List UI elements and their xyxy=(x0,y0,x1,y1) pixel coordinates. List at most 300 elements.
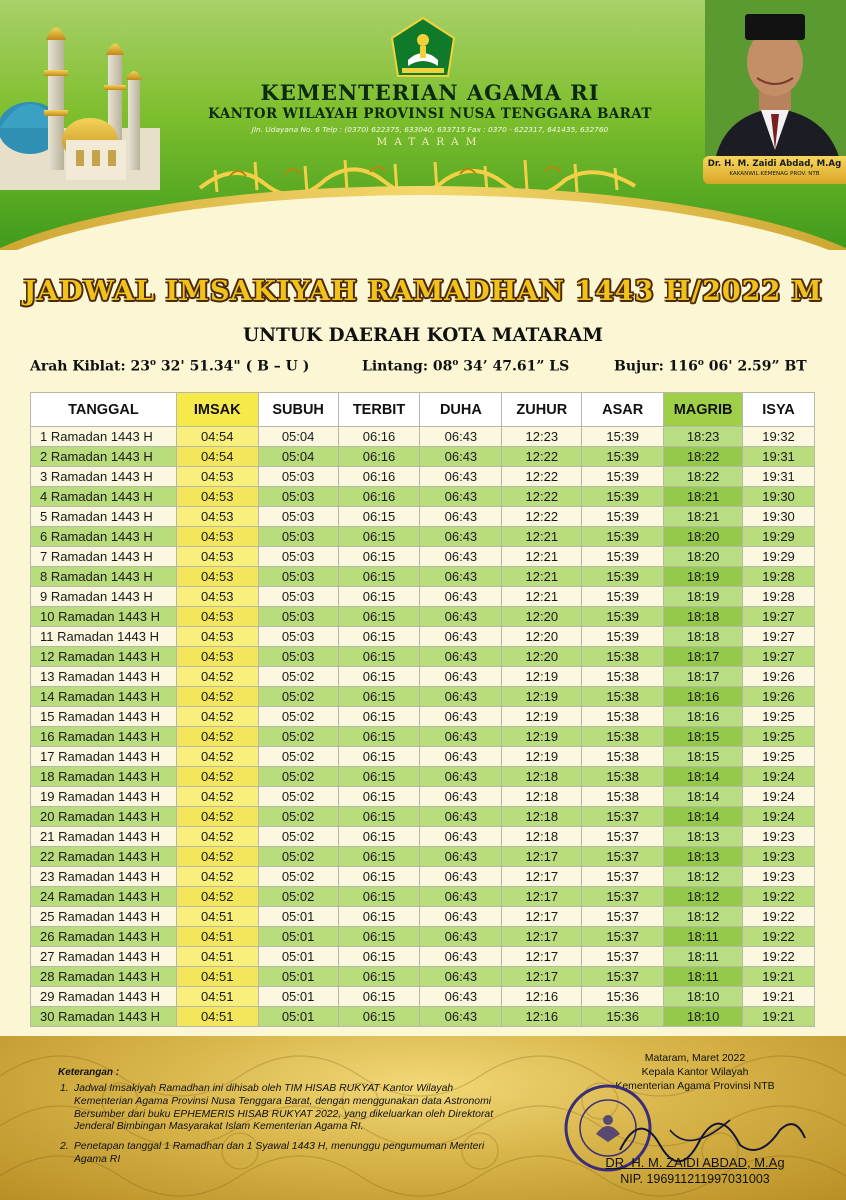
cell-magrib: 18:16 xyxy=(664,707,743,727)
longitude-value: 06' 2.59” BT xyxy=(703,358,807,375)
table-row xyxy=(31,547,815,567)
org-address: Jln. Udayana No. 6 Telp : (0370) 622375, 633040, 633715 Fax : 0370 - 622317, 641435, 632760 xyxy=(251,125,609,134)
cell-duha: 06:43 xyxy=(420,927,502,947)
cell-imsak: 04:53 xyxy=(176,647,258,667)
cell-isya: 19:23 xyxy=(743,867,815,887)
official-name: Dr. H. M. Zaidi Abdad, M.Ag xyxy=(707,159,842,169)
org-title: KEMENTERIAN AGAMA RI xyxy=(260,80,600,105)
cell-imsak: 04:52 xyxy=(176,747,258,767)
cell-isya: 19:28 xyxy=(743,587,815,607)
header-imsak: IMSAK xyxy=(176,393,258,427)
cell-tanggal: 6 Ramadan 1443 H xyxy=(31,527,177,547)
cell-duha: 06:43 xyxy=(420,747,502,767)
cell-zuhur: 12:17 xyxy=(502,967,582,987)
cell-terbit: 06:16 xyxy=(338,427,420,447)
cell-imsak: 04:51 xyxy=(176,987,258,1007)
cell-tanggal: 17 Ramadan 1443 H xyxy=(31,747,177,767)
header-terbit: TERBIT xyxy=(338,393,420,427)
cell-isya: 19:27 xyxy=(743,647,815,667)
mosque-illustration xyxy=(0,10,160,190)
cell-tanggal: 8 Ramadan 1443 H xyxy=(31,567,177,587)
cell-terbit: 06:16 xyxy=(338,467,420,487)
cell-tanggal: 7 Ramadan 1443 H xyxy=(31,547,177,567)
cell-tanggal: 11 Ramadan 1443 H xyxy=(31,627,177,647)
cell-asar: 15:37 xyxy=(582,827,664,847)
degree-sign: o xyxy=(452,358,459,368)
cell-duha: 06:43 xyxy=(420,447,502,467)
cell-duha: 06:43 xyxy=(420,827,502,847)
org-city: MATARAM xyxy=(376,136,484,148)
cell-magrib: 18:18 xyxy=(664,627,743,647)
header-subuh: SUBUH xyxy=(258,393,338,427)
cell-magrib: 18:22 xyxy=(664,447,743,467)
cell-duha: 06:43 xyxy=(420,507,502,527)
cell-isya: 19:26 xyxy=(743,687,815,707)
latitude xyxy=(362,358,569,375)
cell-zuhur: 12:22 xyxy=(502,447,582,467)
cell-terbit: 06:15 xyxy=(338,987,420,1007)
cell-magrib: 18:12 xyxy=(664,867,743,887)
cell-magrib: 18:12 xyxy=(664,907,743,927)
cell-asar: 15:37 xyxy=(582,947,664,967)
cell-zuhur: 12:17 xyxy=(502,927,582,947)
signatory-nip: NIP. 196911211997031003 xyxy=(620,1172,770,1186)
cell-zuhur: 12:19 xyxy=(502,747,582,767)
cell-isya: 19:24 xyxy=(743,787,815,807)
cell-tanggal: 2 Ramadan 1443 H xyxy=(31,447,177,467)
cell-subuh: 05:01 xyxy=(258,947,338,967)
cell-asar: 15:38 xyxy=(582,707,664,727)
cell-subuh: 05:02 xyxy=(258,887,338,907)
cell-duha: 06:43 xyxy=(420,847,502,867)
cell-subuh: 05:03 xyxy=(258,627,338,647)
cell-duha: 06:43 xyxy=(420,647,502,667)
cell-imsak: 04:52 xyxy=(176,767,258,787)
table-row xyxy=(31,987,815,1007)
cell-magrib: 18:14 xyxy=(664,767,743,787)
cell-subuh: 05:01 xyxy=(258,967,338,987)
cell-magrib: 18:21 xyxy=(664,507,743,527)
cell-subuh: 05:02 xyxy=(258,687,338,707)
cell-duha: 06:43 xyxy=(420,947,502,967)
cell-subuh: 05:02 xyxy=(258,847,338,867)
cell-zuhur: 12:16 xyxy=(502,1007,582,1027)
cell-isya: 19:24 xyxy=(743,807,815,827)
cell-asar: 15:37 xyxy=(582,907,664,927)
notes-section xyxy=(60,1067,510,1173)
cell-zuhur: 12:22 xyxy=(502,467,582,487)
official-portrait xyxy=(705,0,846,160)
cell-zuhur: 12:21 xyxy=(502,527,582,547)
cell-terbit: 06:15 xyxy=(338,687,420,707)
cell-tanggal: 14 Ramadan 1443 H xyxy=(31,687,177,707)
cell-isya: 19:25 xyxy=(743,747,815,767)
sign-position-line: Kementerian Agama Provinsi NTB xyxy=(615,1079,775,1092)
cell-magrib: 18:20 xyxy=(664,527,743,547)
org-subtitle: KANTOR WILAYAH PROVINSI NUSA TENGGARA BARAT xyxy=(208,106,652,122)
cell-terbit: 06:15 xyxy=(338,787,420,807)
cell-magrib: 18:11 xyxy=(664,967,743,987)
cell-asar: 15:38 xyxy=(582,687,664,707)
cell-magrib: 18:10 xyxy=(664,987,743,1007)
table-row xyxy=(31,867,815,887)
cell-subuh: 05:01 xyxy=(258,927,338,947)
table-header-row xyxy=(31,393,815,427)
cell-magrib: 18:19 xyxy=(664,587,743,607)
table-row xyxy=(31,667,815,687)
cell-asar: 15:36 xyxy=(582,987,664,1007)
cell-asar: 15:38 xyxy=(582,767,664,787)
cell-terbit: 06:15 xyxy=(338,1007,420,1027)
signatory-name: DR. H. M. ZAIDI ABDAD, M.Ag xyxy=(605,1155,785,1170)
cell-subuh: 05:02 xyxy=(258,707,338,727)
cell-subuh: 05:03 xyxy=(258,467,338,487)
cell-duha: 06:43 xyxy=(420,487,502,507)
cell-zuhur: 12:19 xyxy=(502,707,582,727)
cell-tanggal: 13 Ramadan 1443 H xyxy=(31,667,177,687)
cell-imsak: 04:52 xyxy=(176,787,258,807)
cell-magrib: 18:14 xyxy=(664,807,743,827)
cell-isya: 19:32 xyxy=(743,427,815,447)
cell-terbit: 06:15 xyxy=(338,587,420,607)
cell-imsak: 04:52 xyxy=(176,887,258,907)
header-isya: ISYA xyxy=(743,393,815,427)
cell-subuh: 05:03 xyxy=(258,547,338,567)
cell-tanggal: 4 Ramadan 1443 H xyxy=(31,487,177,507)
cell-magrib: 18:10 xyxy=(664,1007,743,1027)
cell-asar: 15:39 xyxy=(582,627,664,647)
cell-terbit: 06:15 xyxy=(338,927,420,947)
cell-duha: 06:43 xyxy=(420,467,502,487)
cell-tanggal: 12 Ramadan 1443 H xyxy=(31,647,177,667)
cell-imsak: 04:53 xyxy=(176,467,258,487)
cell-subuh: 05:01 xyxy=(258,1007,338,1027)
cell-zuhur: 12:23 xyxy=(502,427,582,447)
cell-tanggal: 27 Ramadan 1443 H xyxy=(31,947,177,967)
cell-magrib: 18:13 xyxy=(664,827,743,847)
cell-isya: 19:25 xyxy=(743,727,815,747)
table-row xyxy=(31,567,815,587)
table-row xyxy=(31,507,815,527)
cell-subuh: 05:03 xyxy=(258,647,338,667)
table-row xyxy=(31,447,815,467)
cell-subuh: 05:01 xyxy=(258,907,338,927)
cell-asar: 15:39 xyxy=(582,487,664,507)
table-row xyxy=(31,967,815,987)
note-text: Penetapan tanggal 1 Ramadhan dan 1 Syawal 1443 H, menunggu pengumuman Menteri Agama RI xyxy=(74,1140,485,1165)
cell-isya: 19:29 xyxy=(743,527,815,547)
longitude-label: Bujur: 116 xyxy=(614,358,698,375)
table-row xyxy=(31,707,815,727)
cell-imsak: 04:51 xyxy=(176,927,258,947)
note-item xyxy=(60,1083,510,1134)
cell-subuh: 05:02 xyxy=(258,787,338,807)
notes-heading: Keterangan : xyxy=(58,1067,120,1078)
cell-duha: 06:43 xyxy=(420,707,502,727)
cell-terbit: 06:15 xyxy=(338,567,420,587)
cell-asar: 15:37 xyxy=(582,867,664,887)
cell-subuh: 05:03 xyxy=(258,607,338,627)
table-row xyxy=(31,887,815,907)
cell-magrib: 18:11 xyxy=(664,927,743,947)
latitude-label: Lintang: 08 xyxy=(362,358,453,375)
cell-terbit: 06:15 xyxy=(338,667,420,687)
cell-tanggal: 5 Ramadan 1443 H xyxy=(31,507,177,527)
cell-tanggal: 3 Ramadan 1443 H xyxy=(31,467,177,487)
cell-asar: 15:39 xyxy=(582,567,664,587)
cell-asar: 15:39 xyxy=(582,427,664,447)
cell-zuhur: 12:19 xyxy=(502,727,582,747)
cell-duha: 06:43 xyxy=(420,787,502,807)
cell-imsak: 04:51 xyxy=(176,947,258,967)
cell-imsak: 04:53 xyxy=(176,607,258,627)
cell-magrib: 18:15 xyxy=(664,747,743,767)
header-cream-arc xyxy=(0,195,846,250)
table-row xyxy=(31,827,815,847)
cell-imsak: 04:52 xyxy=(176,707,258,727)
cell-imsak: 04:52 xyxy=(176,827,258,847)
imsakiyah-table xyxy=(30,392,815,1027)
cell-magrib: 18:18 xyxy=(664,607,743,627)
cell-zuhur: 12:19 xyxy=(502,687,582,707)
table-row xyxy=(31,1007,815,1027)
cell-zuhur: 12:18 xyxy=(502,787,582,807)
cell-duha: 06:43 xyxy=(420,987,502,1007)
cell-magrib: 18:20 xyxy=(664,547,743,567)
cell-subuh: 05:02 xyxy=(258,827,338,847)
cell-terbit: 06:15 xyxy=(338,887,420,907)
degree-sign: o xyxy=(150,358,157,368)
cell-terbit: 06:15 xyxy=(338,727,420,747)
cell-terbit: 06:15 xyxy=(338,807,420,827)
cell-zuhur: 12:16 xyxy=(502,987,582,1007)
cell-asar: 15:39 xyxy=(582,467,664,487)
note-number: 1. xyxy=(60,1083,69,1095)
cell-subuh: 05:04 xyxy=(258,447,338,467)
cell-magrib: 18:23 xyxy=(664,427,743,447)
header-tanggal: TANGGAL xyxy=(31,393,177,427)
cell-tanggal: 20 Ramadan 1443 H xyxy=(31,807,177,827)
cell-imsak: 04:53 xyxy=(176,627,258,647)
cell-magrib: 18:22 xyxy=(664,467,743,487)
cell-tanggal: 24 Ramadan 1443 H xyxy=(31,887,177,907)
cell-magrib: 18:17 xyxy=(664,647,743,667)
cell-zuhur: 12:22 xyxy=(502,487,582,507)
cell-subuh: 05:02 xyxy=(258,747,338,767)
cell-asar: 15:39 xyxy=(582,507,664,527)
cell-asar: 15:39 xyxy=(582,447,664,467)
note-item xyxy=(60,1141,510,1166)
cell-terbit: 06:16 xyxy=(338,487,420,507)
cell-subuh: 05:04 xyxy=(258,427,338,447)
cell-isya: 19:21 xyxy=(743,987,815,1007)
cell-terbit: 06:16 xyxy=(338,447,420,467)
cell-isya: 19:22 xyxy=(743,947,815,967)
cell-duha: 06:43 xyxy=(420,547,502,567)
note-text: Jadwal Imsakiyah Ramadhan ini dihisab oleh TIM HISAB RUKYAT Kantor Wilayah Kementerian Agama Provinsi Nusa Tenggara Barat, dengan menggunakan data Astronomi Bersumber dari buku EPHEMERIS HISAB RUKYAT 2022, yang dikeluarkan oleh Direktorat Jenderal Bimbingan Masyarakat Islam Kementerian Agama RI. xyxy=(74,1083,494,1133)
cell-terbit: 06:15 xyxy=(338,767,420,787)
cell-asar: 15:37 xyxy=(582,807,664,827)
cell-terbit: 06:15 xyxy=(338,827,420,847)
cell-duha: 06:43 xyxy=(420,727,502,747)
header-asar: ASAR xyxy=(582,393,664,427)
cell-tanggal: 30 Ramadan 1443 H xyxy=(31,1007,177,1027)
cell-duha: 06:43 xyxy=(420,567,502,587)
cell-asar: 15:39 xyxy=(582,547,664,567)
page-title: JADWAL IMSAKIYAH RAMADHAN 1443 H/2022 M xyxy=(23,276,823,307)
cell-isya: 19:29 xyxy=(743,547,815,567)
cell-imsak: 04:51 xyxy=(176,1007,258,1027)
cell-asar: 15:39 xyxy=(582,527,664,547)
cell-imsak: 04:54 xyxy=(176,447,258,467)
location-coordinates xyxy=(30,358,820,380)
cell-isya: 19:23 xyxy=(743,827,815,847)
cell-duha: 06:43 xyxy=(420,1007,502,1027)
cell-terbit: 06:15 xyxy=(338,847,420,867)
cell-subuh: 05:02 xyxy=(258,867,338,887)
qibla-direction xyxy=(30,358,309,375)
cell-asar: 15:37 xyxy=(582,967,664,987)
cell-imsak: 04:52 xyxy=(176,727,258,747)
cell-tanggal: 25 Ramadan 1443 H xyxy=(31,907,177,927)
table-row xyxy=(31,607,815,627)
cell-asar: 15:39 xyxy=(582,607,664,627)
cell-asar: 15:38 xyxy=(582,787,664,807)
cell-zuhur: 12:20 xyxy=(502,607,582,627)
cell-duha: 06:43 xyxy=(420,587,502,607)
cell-zuhur: 12:18 xyxy=(502,807,582,827)
header-banner xyxy=(0,0,846,250)
cell-imsak: 04:52 xyxy=(176,807,258,827)
kemenag-logo xyxy=(388,16,458,86)
table-row xyxy=(31,647,815,667)
table-body xyxy=(31,427,815,1027)
header-zuhur: ZUHUR xyxy=(502,393,582,427)
cell-imsak: 04:52 xyxy=(176,847,258,867)
cell-duha: 06:43 xyxy=(420,687,502,707)
table-row xyxy=(31,587,815,607)
qibla-label: Arah Kiblat: 23 xyxy=(30,358,151,375)
cell-tanggal: 28 Ramadan 1443 H xyxy=(31,967,177,987)
cell-subuh: 05:03 xyxy=(258,587,338,607)
cell-subuh: 05:03 xyxy=(258,567,338,587)
cell-asar: 15:38 xyxy=(582,647,664,667)
cell-imsak: 04:53 xyxy=(176,567,258,587)
cell-isya: 19:27 xyxy=(743,627,815,647)
cell-zuhur: 12:21 xyxy=(502,587,582,607)
cell-imsak: 04:52 xyxy=(176,687,258,707)
cell-subuh: 05:01 xyxy=(258,987,338,1007)
cell-isya: 19:30 xyxy=(743,487,815,507)
cell-tanggal: 18 Ramadan 1443 H xyxy=(31,767,177,787)
cell-zuhur: 12:20 xyxy=(502,627,582,647)
official-name-badge xyxy=(703,156,846,184)
cell-duha: 06:43 xyxy=(420,887,502,907)
cell-isya: 19:27 xyxy=(743,607,815,627)
note-number: 2. xyxy=(60,1140,69,1152)
cell-zuhur: 12:17 xyxy=(502,907,582,927)
cell-duha: 06:43 xyxy=(420,627,502,647)
page-subtitle: UNTUK DAERAH KOTA MATARAM xyxy=(243,325,603,346)
cell-imsak: 04:54 xyxy=(176,427,258,447)
cell-imsak: 04:53 xyxy=(176,587,258,607)
cell-zuhur: 12:17 xyxy=(502,847,582,867)
cell-magrib: 18:17 xyxy=(664,667,743,687)
cell-isya: 19:25 xyxy=(743,707,815,727)
cell-asar: 15:36 xyxy=(582,1007,664,1027)
degree-sign: o xyxy=(697,358,704,368)
table-row xyxy=(31,467,815,487)
cell-duha: 06:43 xyxy=(420,667,502,687)
table-row xyxy=(31,847,815,867)
table-row xyxy=(31,527,815,547)
cell-magrib: 18:12 xyxy=(664,887,743,907)
cell-terbit: 06:15 xyxy=(338,707,420,727)
table-row xyxy=(31,907,815,927)
cell-tanggal: 15 Ramadan 1443 H xyxy=(31,707,177,727)
cell-terbit: 06:15 xyxy=(338,907,420,927)
cell-imsak: 04:52 xyxy=(176,867,258,887)
cell-duha: 06:43 xyxy=(420,527,502,547)
cell-asar: 15:37 xyxy=(582,847,664,867)
cell-isya: 19:21 xyxy=(743,1007,815,1027)
cell-magrib: 18:13 xyxy=(664,847,743,867)
cell-tanggal: 10 Ramadan 1443 H xyxy=(31,607,177,627)
table-row xyxy=(31,947,815,967)
table-row xyxy=(31,487,815,507)
qibla-value: 32' 51.34" ( B – U ) xyxy=(156,358,310,375)
cell-tanggal: 21 Ramadan 1443 H xyxy=(31,827,177,847)
table-row xyxy=(31,427,815,447)
cell-tanggal: 23 Ramadan 1443 H xyxy=(31,867,177,887)
cell-magrib: 18:15 xyxy=(664,727,743,747)
cell-zuhur: 12:19 xyxy=(502,667,582,687)
cell-imsak: 04:53 xyxy=(176,507,258,527)
cell-tanggal: 22 Ramadan 1443 H xyxy=(31,847,177,867)
cell-subuh: 05:03 xyxy=(258,507,338,527)
cell-isya: 19:23 xyxy=(743,847,815,867)
cell-imsak: 04:52 xyxy=(176,667,258,687)
cell-terbit: 06:15 xyxy=(338,507,420,527)
cell-zuhur: 12:17 xyxy=(502,867,582,887)
cell-terbit: 06:15 xyxy=(338,607,420,627)
cell-subuh: 05:03 xyxy=(258,527,338,547)
cell-duha: 06:43 xyxy=(420,867,502,887)
cell-tanggal: 1 Ramadan 1443 H xyxy=(31,427,177,447)
table-row xyxy=(31,747,815,767)
cell-tanggal: 16 Ramadan 1443 H xyxy=(31,727,177,747)
cell-duha: 06:43 xyxy=(420,427,502,447)
cell-asar: 15:39 xyxy=(582,587,664,607)
cell-imsak: 04:51 xyxy=(176,967,258,987)
cell-tanggal: 26 Ramadan 1443 H xyxy=(31,927,177,947)
table-row xyxy=(31,807,815,827)
cell-subuh: 05:02 xyxy=(258,667,338,687)
organization-block xyxy=(160,80,700,148)
cell-duha: 06:43 xyxy=(420,767,502,787)
cell-duha: 06:43 xyxy=(420,807,502,827)
cell-asar: 15:38 xyxy=(582,667,664,687)
cell-asar: 15:37 xyxy=(582,887,664,907)
cell-asar: 15:37 xyxy=(582,927,664,947)
latitude-value: 34’ 47.61” LS xyxy=(458,358,570,375)
cell-imsak: 04:53 xyxy=(176,547,258,567)
table-row xyxy=(31,687,815,707)
cell-zuhur: 12:22 xyxy=(502,507,582,527)
cell-terbit: 06:15 xyxy=(338,647,420,667)
cell-isya: 19:28 xyxy=(743,567,815,587)
table-row xyxy=(31,727,815,747)
